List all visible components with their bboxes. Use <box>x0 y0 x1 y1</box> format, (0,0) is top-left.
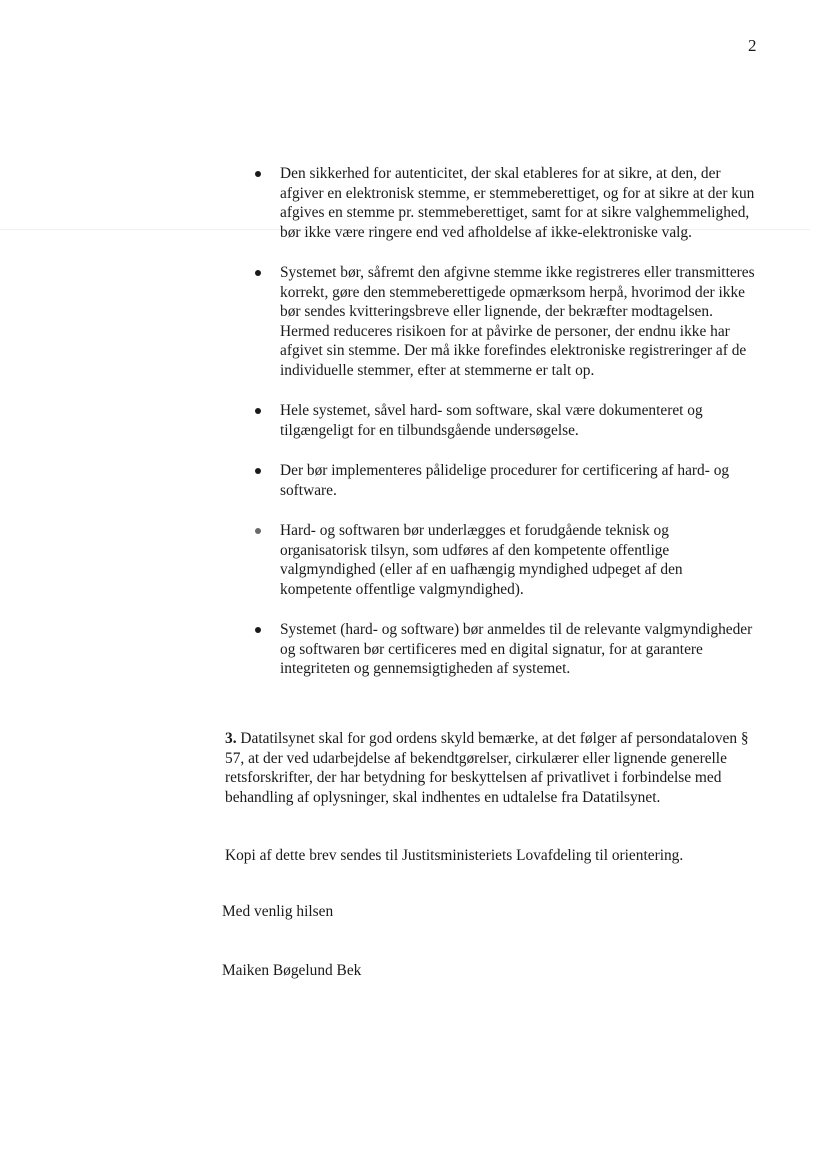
page-number: 2 <box>748 36 757 55</box>
closing-greeting: Med venlig hilsen <box>222 903 334 920</box>
list-item <box>252 521 757 599</box>
list-item <box>252 620 757 679</box>
list-item-text: Hele systemet, såvel hard- som software, skal være dokumenteret og tilgængeligt for en tilbundsgående undersøgelse. <box>280 402 703 439</box>
requirements-list <box>252 164 757 700</box>
bullet-icon <box>255 408 261 414</box>
list-item-text: Systemet bør, såfremt den afgivne stemme ikke registreres eller transmitteres korrekt, gøre den stemmeberettigede opmærksom herpå, hvorimod der ikke bør sendes kvitteringsbreve eller lignende, der bekræfter modtagelsen. Hermed reduceres risikoen for at påvirke de personer, der endnu ikke har afgivet sin stemme. Der må ikke forefindes elektroniske registreringer af de individuelle stemmer, efter at stemmerne er talt op. <box>280 264 755 379</box>
bullet-icon <box>255 528 261 534</box>
list-item-text: Der bør implementeres pålidelige procedurer for certificering af hard- og software. <box>280 462 730 499</box>
copy-note: Kopi af dette brev sendes til Justitsministeriets Lovafdeling til orientering. <box>225 847 684 864</box>
signature-name: Maiken Bøgelund Bek <box>222 962 362 979</box>
bullet-icon <box>255 627 261 633</box>
section-3-paragraph <box>225 729 757 807</box>
list-item-text: Den sikkerhed for autenticitet, der skal etableres for at sikre, at den, der afgiver en elektronisk stemme, er stemmeberettiget, og for at sikre at der kun afgives en stemme pr. stemmeberettiget, samt for at sikre valghemmelighed, bør ikke være ringere end ved afholdelse af ikke-elektroniske valg. <box>280 165 755 241</box>
list-item <box>252 461 757 500</box>
list-item <box>252 263 757 380</box>
section-number: 3. <box>225 730 237 747</box>
list-item <box>252 401 757 440</box>
bullet-icon <box>255 468 261 474</box>
list-item-text: Systemet (hard- og software) bør anmeldes til de relevante valgmyndigheder og softwaren bør certificeres med en digital signatur, for at garantere integriteten og gennemsigtigheden af systemet. <box>280 621 753 677</box>
section-text: Datatilsynet skal for god ordens skyld bemærke, at det følger af persondataloven § 57, at der ved udarbejdelse af bekendtgørelser, cirkulærer eller lignende generelle retsforskrifter, der har betydning for beskyttelsen af privatlivet i forbindelse med behandling af oplysninger, skal indhentes en udtalelse fra Datatilsynet. <box>225 730 749 806</box>
bullet-icon <box>255 171 261 177</box>
bullet-icon <box>255 270 261 276</box>
list-item-text: Hard- og softwaren bør underlægges et forudgående teknisk og organisatorisk tilsyn, som udføres af den kompetente offentlige valgmyndighed (eller af en uafhængig myndighed udpeget af den kompetente offentlige valgmyndighed). <box>280 522 683 598</box>
list-item <box>252 164 757 242</box>
